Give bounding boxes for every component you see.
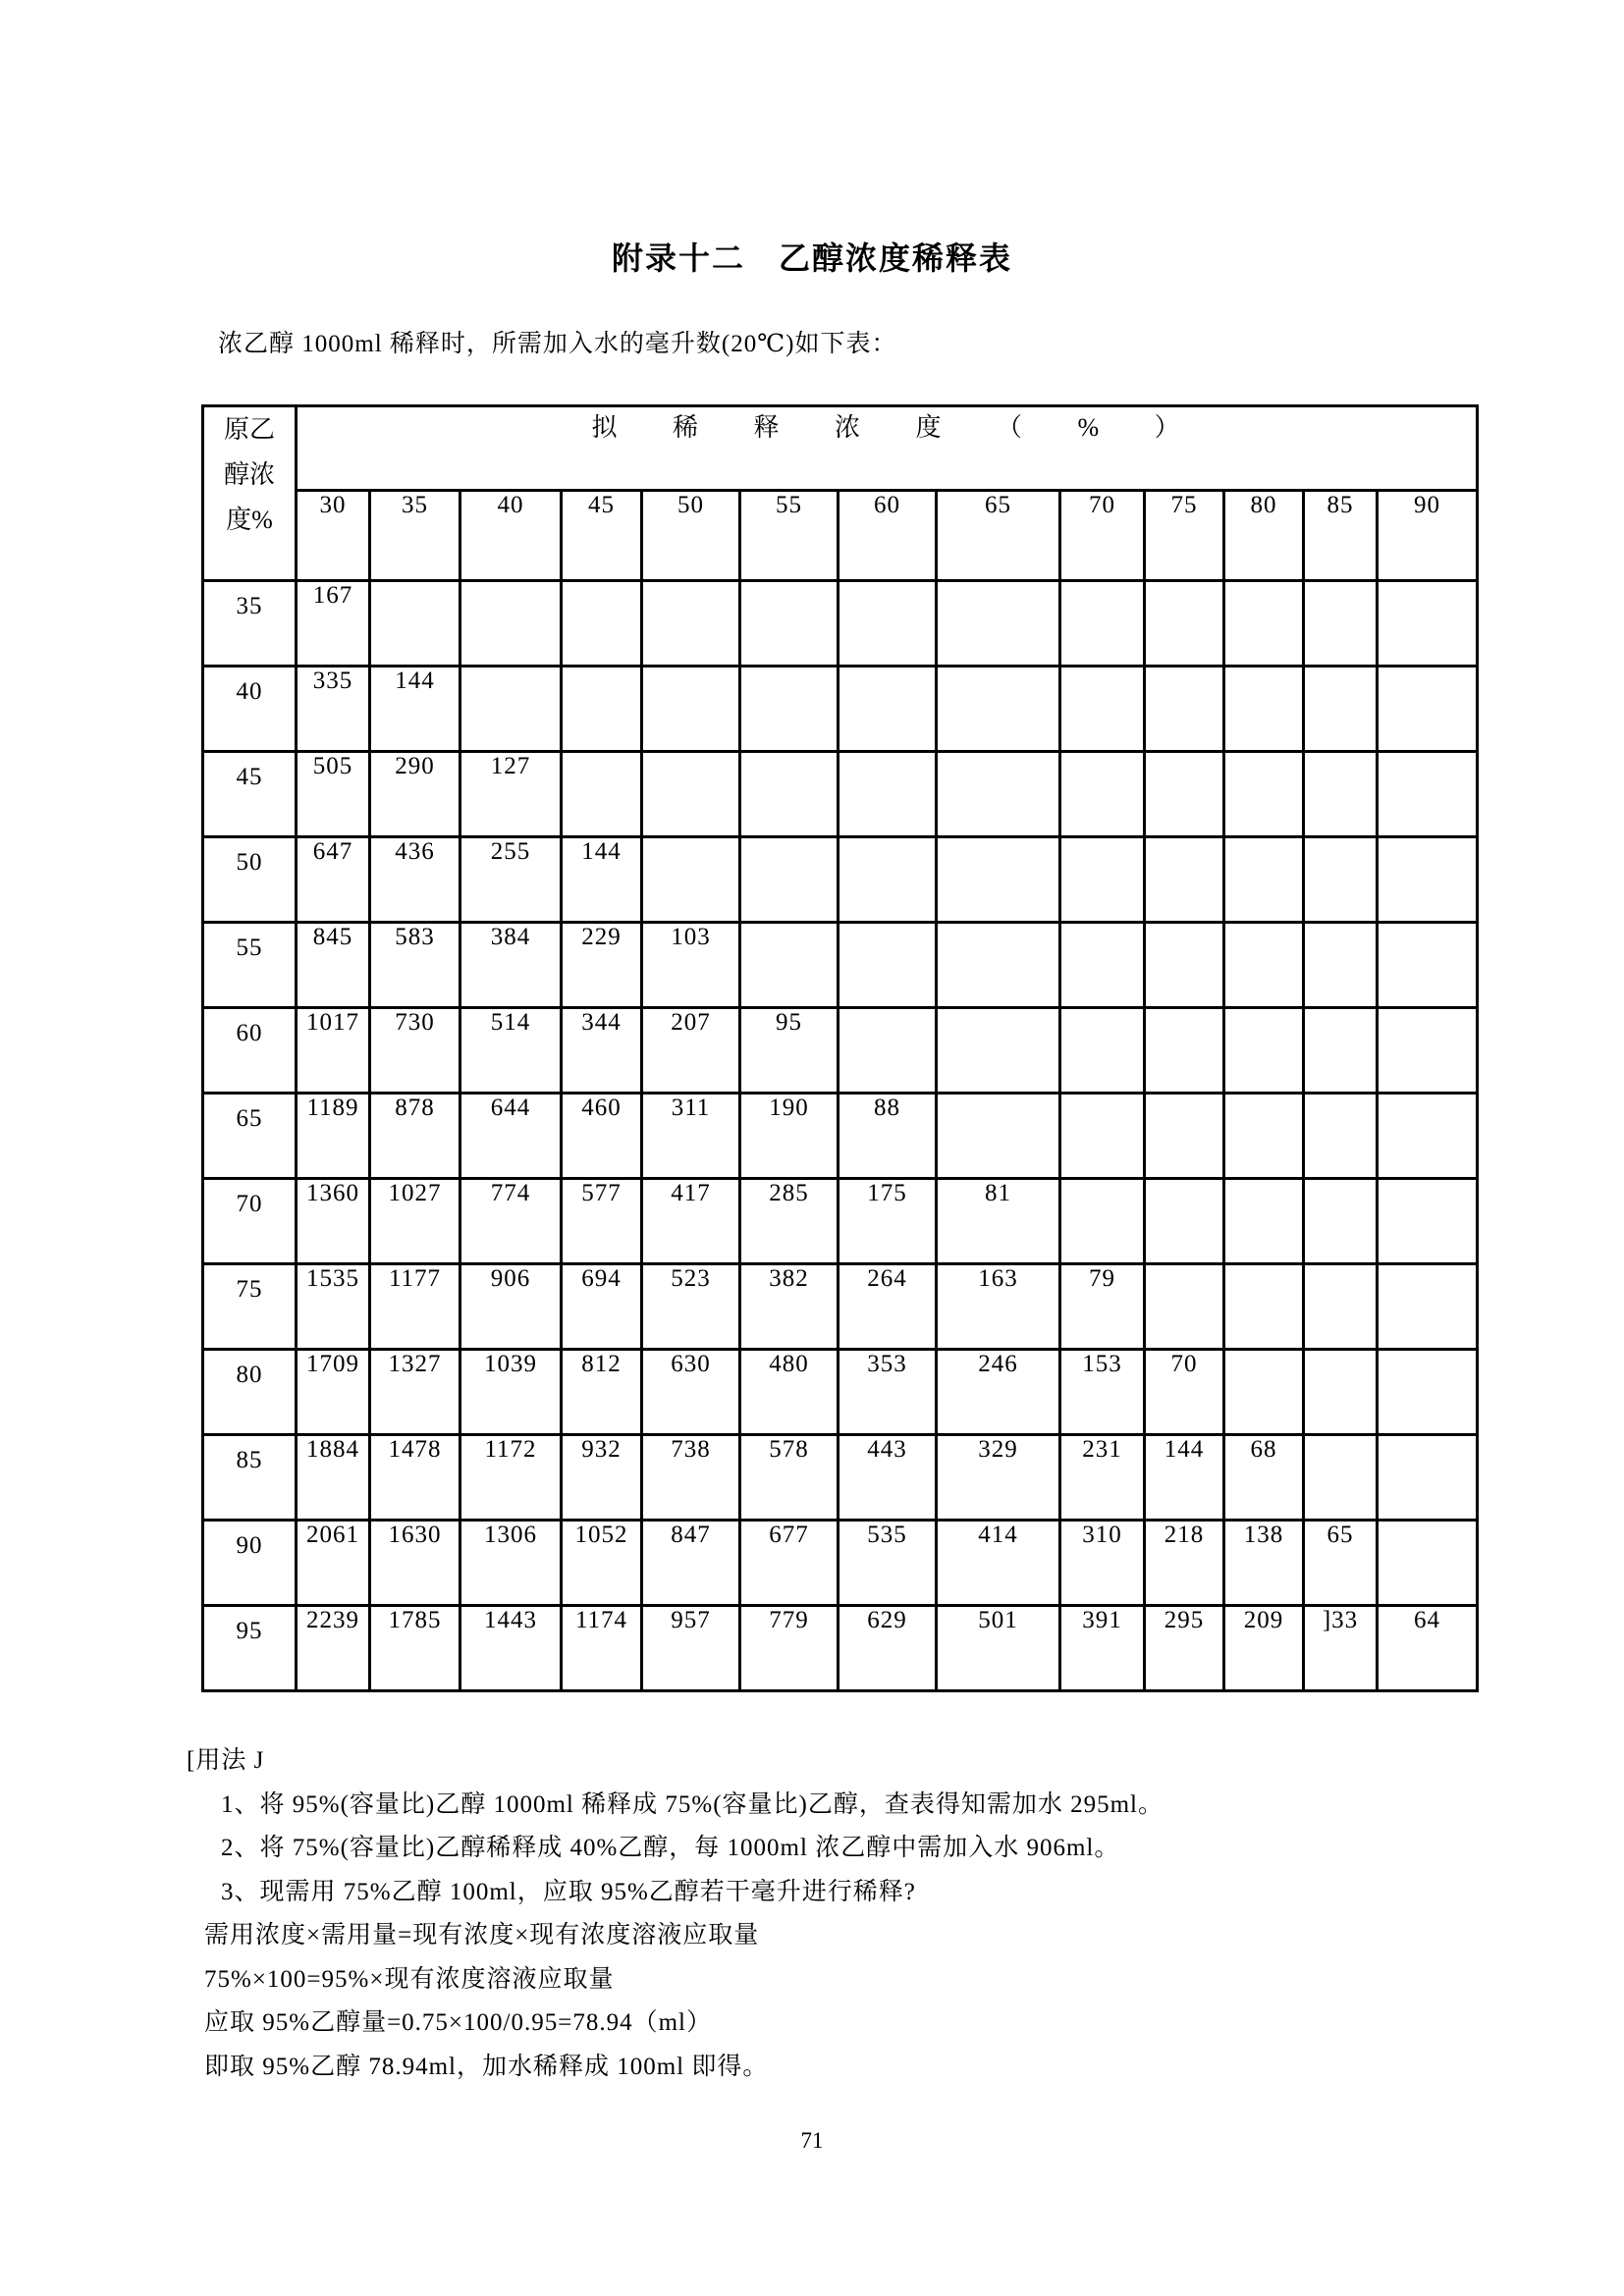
cell-80-50: 630 xyxy=(642,1350,740,1435)
cell-65-75 xyxy=(1145,1094,1224,1179)
cell-70-90 xyxy=(1378,1179,1478,1264)
usage-heading: [用法 J xyxy=(187,1747,265,1774)
cell-90-35: 1630 xyxy=(370,1521,460,1606)
cell-85-90 xyxy=(1378,1435,1478,1521)
usage-item-3: 3、现需用 75%乙醇 100ml，应取 95%乙醇若干毫升进行稀释? xyxy=(221,1878,916,1905)
cell-50-60 xyxy=(839,837,937,923)
cell-85-55: 578 xyxy=(740,1435,839,1521)
cell-50-85 xyxy=(1304,837,1378,923)
table-row-95 xyxy=(203,1606,1478,1691)
table-row-55 xyxy=(203,923,1478,1008)
cell-55-80 xyxy=(1224,923,1304,1008)
cell-55-90 xyxy=(1378,923,1478,1008)
page-number: 71 xyxy=(800,2128,824,2153)
cell-40-90 xyxy=(1378,667,1478,752)
cell-65-40: 644 xyxy=(460,1094,562,1179)
cell-45-50 xyxy=(642,752,740,837)
row-header-90: 90 xyxy=(203,1521,297,1606)
table-row-35 xyxy=(203,581,1478,667)
cell-95-30: 2239 xyxy=(297,1606,370,1691)
col-header-40: 40 xyxy=(460,491,562,581)
cell-60-35: 730 xyxy=(370,1008,460,1094)
col-header-80: 80 xyxy=(1224,491,1304,581)
col-header-35: 35 xyxy=(370,491,460,581)
cell-70-65: 81 xyxy=(937,1179,1060,1264)
usage-notes xyxy=(187,1739,1463,2089)
cell-65-65 xyxy=(937,1094,1060,1179)
cell-45-55 xyxy=(740,752,839,837)
cell-40-85 xyxy=(1304,667,1378,752)
cell-35-65 xyxy=(937,581,1060,667)
cell-50-50 xyxy=(642,837,740,923)
cell-65-80 xyxy=(1224,1094,1304,1179)
row-header-45: 45 xyxy=(203,752,297,837)
cell-60-85 xyxy=(1304,1008,1378,1094)
cell-35-75 xyxy=(1145,581,1224,667)
cell-75-35: 1177 xyxy=(370,1264,460,1350)
cell-55-30: 845 xyxy=(297,923,370,1008)
cell-70-30: 1360 xyxy=(297,1179,370,1264)
cell-40-50 xyxy=(642,667,740,752)
cell-75-30: 1535 xyxy=(297,1264,370,1350)
usage-item-1: 1、将 95%(容量比)乙醇 1000ml 稀释成 75%(容量比)乙醇，查表得知需加水 295ml。 xyxy=(221,1790,1164,1818)
cell-95-50: 957 xyxy=(642,1606,740,1691)
cell-75-85 xyxy=(1304,1264,1378,1350)
cell-65-45: 460 xyxy=(562,1094,642,1179)
cell-75-70: 79 xyxy=(1060,1264,1145,1350)
corner-header-original-concentration xyxy=(203,406,297,581)
usage-formula-4: 即取 95%乙醇 78.94ml，加水稀释成 100ml 即得。 xyxy=(204,2053,769,2080)
cell-90-80: 138 xyxy=(1224,1521,1304,1606)
cell-95-85: ]33 xyxy=(1304,1606,1378,1691)
cell-85-65: 329 xyxy=(937,1435,1060,1521)
cell-95-65: 501 xyxy=(937,1606,1060,1691)
row-header-95: 95 xyxy=(203,1606,297,1691)
cell-90-90 xyxy=(1378,1521,1478,1606)
cell-45-80 xyxy=(1224,752,1304,837)
cell-40-65 xyxy=(937,667,1060,752)
cell-35-80 xyxy=(1224,581,1304,667)
cell-35-30: 167 xyxy=(297,581,370,667)
page-title: 附录十二 乙醇浓度稀释表 xyxy=(611,240,1012,276)
cell-65-35: 878 xyxy=(370,1094,460,1179)
cell-45-35: 290 xyxy=(370,752,460,837)
cell-60-40: 514 xyxy=(460,1008,562,1094)
cell-50-40: 255 xyxy=(460,837,562,923)
cell-40-70 xyxy=(1060,667,1145,752)
cell-40-35: 144 xyxy=(370,667,460,752)
cell-70-45: 577 xyxy=(562,1179,642,1264)
cell-65-30: 1189 xyxy=(297,1094,370,1179)
row-header-35: 35 xyxy=(203,581,297,667)
col-header-85: 85 xyxy=(1304,491,1378,581)
cell-70-75 xyxy=(1145,1179,1224,1264)
cell-55-35: 583 xyxy=(370,923,460,1008)
cell-70-70 xyxy=(1060,1179,1145,1264)
cell-40-30: 335 xyxy=(297,667,370,752)
col-header-55: 55 xyxy=(740,491,839,581)
cell-40-40 xyxy=(460,667,562,752)
cell-40-80 xyxy=(1224,667,1304,752)
cell-85-80: 68 xyxy=(1224,1435,1304,1521)
cell-60-75 xyxy=(1145,1008,1224,1094)
cell-70-55: 285 xyxy=(740,1179,839,1264)
cell-40-75 xyxy=(1145,667,1224,752)
table-row-50 xyxy=(203,837,1478,923)
cell-85-50: 738 xyxy=(642,1435,740,1521)
cell-45-90 xyxy=(1378,752,1478,837)
cell-45-75 xyxy=(1145,752,1224,837)
cell-80-75: 70 xyxy=(1145,1350,1224,1435)
usage-formula-3: 应取 95%乙醇量=0.75×100/0.95=78.94（ml） xyxy=(204,2009,712,2036)
cell-65-90 xyxy=(1378,1094,1478,1179)
cell-85-75: 144 xyxy=(1145,1435,1224,1521)
cell-95-55: 779 xyxy=(740,1606,839,1691)
cell-90-50: 847 xyxy=(642,1521,740,1606)
cell-35-70 xyxy=(1060,581,1145,667)
cell-95-40: 1443 xyxy=(460,1606,562,1691)
corner-header-line: 原乙 xyxy=(223,415,275,444)
cell-35-90 xyxy=(1378,581,1478,667)
cell-75-60: 264 xyxy=(839,1264,937,1350)
cell-85-35: 1478 xyxy=(370,1435,460,1521)
cell-60-55: 95 xyxy=(740,1008,839,1094)
cell-70-60: 175 xyxy=(839,1179,937,1264)
cell-75-65: 163 xyxy=(937,1264,1060,1350)
cell-95-45: 1174 xyxy=(562,1606,642,1691)
cell-65-60: 88 xyxy=(839,1094,937,1179)
cell-55-50: 103 xyxy=(642,923,740,1008)
col-header-30: 30 xyxy=(297,491,370,581)
cell-55-70 xyxy=(1060,923,1145,1008)
cell-55-75 xyxy=(1145,923,1224,1008)
cell-75-90 xyxy=(1378,1264,1478,1350)
table-row-65 xyxy=(203,1094,1478,1179)
cell-50-30: 647 xyxy=(297,837,370,923)
dilution-table xyxy=(201,404,1479,1692)
cell-60-60 xyxy=(839,1008,937,1094)
cell-35-35 xyxy=(370,581,460,667)
cell-90-65: 414 xyxy=(937,1521,1060,1606)
usage-formula-1: 需用浓度×需用量=现有浓度×现有浓度溶液应取量 xyxy=(204,1922,760,1949)
cell-90-75: 218 xyxy=(1145,1521,1224,1606)
cell-80-55: 480 xyxy=(740,1350,839,1435)
cell-55-60 xyxy=(839,923,937,1008)
row-header-40: 40 xyxy=(203,667,297,752)
cell-95-75: 295 xyxy=(1145,1606,1224,1691)
cell-90-30: 2061 xyxy=(297,1521,370,1606)
cell-85-40: 1172 xyxy=(460,1435,562,1521)
corner-header-line: 醇浓 xyxy=(223,460,275,489)
cell-50-45: 144 xyxy=(562,837,642,923)
cell-50-80 xyxy=(1224,837,1304,923)
row-header-70: 70 xyxy=(203,1179,297,1264)
cell-80-65: 246 xyxy=(937,1350,1060,1435)
cell-80-90 xyxy=(1378,1350,1478,1435)
cell-50-65 xyxy=(937,837,1060,923)
cell-80-60: 353 xyxy=(839,1350,937,1435)
cell-60-80 xyxy=(1224,1008,1304,1094)
intro-text: 浓乙醇 1000ml 稀释时，所需加入水的毫升数(20℃)如下表： xyxy=(218,331,897,357)
cell-70-80 xyxy=(1224,1179,1304,1264)
cell-35-45 xyxy=(562,581,642,667)
cell-85-30: 1884 xyxy=(297,1435,370,1521)
cell-55-85 xyxy=(1304,923,1378,1008)
cell-90-70: 310 xyxy=(1060,1521,1145,1606)
col-header-45: 45 xyxy=(562,491,642,581)
cell-80-35: 1327 xyxy=(370,1350,460,1435)
cell-55-40: 384 xyxy=(460,923,562,1008)
usage-formula-2: 75%×100=95%×现有浓度溶液应取量 xyxy=(204,1965,615,1993)
cell-55-45: 229 xyxy=(562,923,642,1008)
col-header-50: 50 xyxy=(642,491,740,581)
cell-50-55 xyxy=(740,837,839,923)
cell-45-45 xyxy=(562,752,642,837)
cell-45-65 xyxy=(937,752,1060,837)
cell-75-80 xyxy=(1224,1264,1304,1350)
cell-85-45: 932 xyxy=(562,1435,642,1521)
cell-85-60: 443 xyxy=(839,1435,937,1521)
col-header-90: 90 xyxy=(1378,491,1478,581)
cell-60-30: 1017 xyxy=(297,1008,370,1094)
row-header-65: 65 xyxy=(203,1094,297,1179)
cell-90-85: 65 xyxy=(1304,1521,1378,1606)
col-header-70: 70 xyxy=(1060,491,1145,581)
cell-75-40: 906 xyxy=(460,1264,562,1350)
cell-90-55: 677 xyxy=(740,1521,839,1606)
cell-45-30: 505 xyxy=(297,752,370,837)
cell-60-70 xyxy=(1060,1008,1145,1094)
cell-95-70: 391 xyxy=(1060,1606,1145,1691)
cell-35-60 xyxy=(839,581,937,667)
cell-40-55 xyxy=(740,667,839,752)
cell-35-85 xyxy=(1304,581,1378,667)
cell-90-40: 1306 xyxy=(460,1521,562,1606)
cell-65-50: 311 xyxy=(642,1094,740,1179)
col-header-65: 65 xyxy=(937,491,1060,581)
cell-40-60 xyxy=(839,667,937,752)
cell-65-70 xyxy=(1060,1094,1145,1179)
cell-70-50: 417 xyxy=(642,1179,740,1264)
cell-80-80 xyxy=(1224,1350,1304,1435)
col-header-75: 75 xyxy=(1145,491,1224,581)
table-row-60 xyxy=(203,1008,1478,1094)
table-row-70 xyxy=(203,1179,1478,1264)
cell-55-65 xyxy=(937,923,1060,1008)
cell-75-50: 523 xyxy=(642,1264,740,1350)
cell-50-70 xyxy=(1060,837,1145,923)
cell-80-70: 153 xyxy=(1060,1350,1145,1435)
cell-85-85 xyxy=(1304,1435,1378,1521)
table-row-90 xyxy=(203,1521,1478,1606)
cell-75-75 xyxy=(1145,1264,1224,1350)
cell-45-85 xyxy=(1304,752,1378,837)
cell-80-30: 1709 xyxy=(297,1350,370,1435)
cell-80-45: 812 xyxy=(562,1350,642,1435)
cell-35-55 xyxy=(740,581,839,667)
cell-45-60 xyxy=(839,752,937,837)
cell-50-75 xyxy=(1145,837,1224,923)
cell-80-40: 1039 xyxy=(460,1350,562,1435)
col-header-60: 60 xyxy=(839,491,937,581)
cell-85-70: 231 xyxy=(1060,1435,1145,1521)
cell-80-85 xyxy=(1304,1350,1378,1435)
row-header-60: 60 xyxy=(203,1008,297,1094)
table-row-85 xyxy=(203,1435,1478,1521)
row-header-85: 85 xyxy=(203,1435,297,1521)
usage-item-2: 2、将 75%(容量比)乙醇稀释成 40%乙醇，每 1000ml 浓乙醇中需加入水 906ml。 xyxy=(221,1835,1120,1861)
cell-50-35: 436 xyxy=(370,837,460,923)
row-header-50: 50 xyxy=(203,837,297,923)
cell-40-45 xyxy=(562,667,642,752)
cell-70-35: 1027 xyxy=(370,1179,460,1264)
span-header-target-concentration: 拟 稀 释 浓 度 （ % ） xyxy=(297,406,1478,491)
table-row-80 xyxy=(203,1350,1478,1435)
row-header-75: 75 xyxy=(203,1264,297,1350)
cell-45-40: 127 xyxy=(460,752,562,837)
row-header-80: 80 xyxy=(203,1350,297,1435)
cell-35-50 xyxy=(642,581,740,667)
cell-70-40: 774 xyxy=(460,1179,562,1264)
cell-75-45: 694 xyxy=(562,1264,642,1350)
cell-60-50: 207 xyxy=(642,1008,740,1094)
cell-65-85 xyxy=(1304,1094,1378,1179)
corner-header-line: 度% xyxy=(226,506,273,534)
cell-60-65 xyxy=(937,1008,1060,1094)
cell-90-45: 1052 xyxy=(562,1521,642,1606)
row-header-55: 55 xyxy=(203,923,297,1008)
cell-60-90 xyxy=(1378,1008,1478,1094)
cell-70-85 xyxy=(1304,1179,1378,1264)
cell-95-90: 64 xyxy=(1378,1606,1478,1691)
cell-50-90 xyxy=(1378,837,1478,923)
cell-45-70 xyxy=(1060,752,1145,837)
table-row-45 xyxy=(203,752,1478,837)
cell-90-60: 535 xyxy=(839,1521,937,1606)
cell-60-45: 344 xyxy=(562,1008,642,1094)
cell-95-35: 1785 xyxy=(370,1606,460,1691)
table-row-75 xyxy=(203,1264,1478,1350)
table-row-40 xyxy=(203,667,1478,752)
cell-95-60: 629 xyxy=(839,1606,937,1691)
cell-35-40 xyxy=(460,581,562,667)
cell-65-55: 190 xyxy=(740,1094,839,1179)
cell-75-55: 382 xyxy=(740,1264,839,1350)
cell-55-55 xyxy=(740,923,839,1008)
cell-95-80: 209 xyxy=(1224,1606,1304,1691)
